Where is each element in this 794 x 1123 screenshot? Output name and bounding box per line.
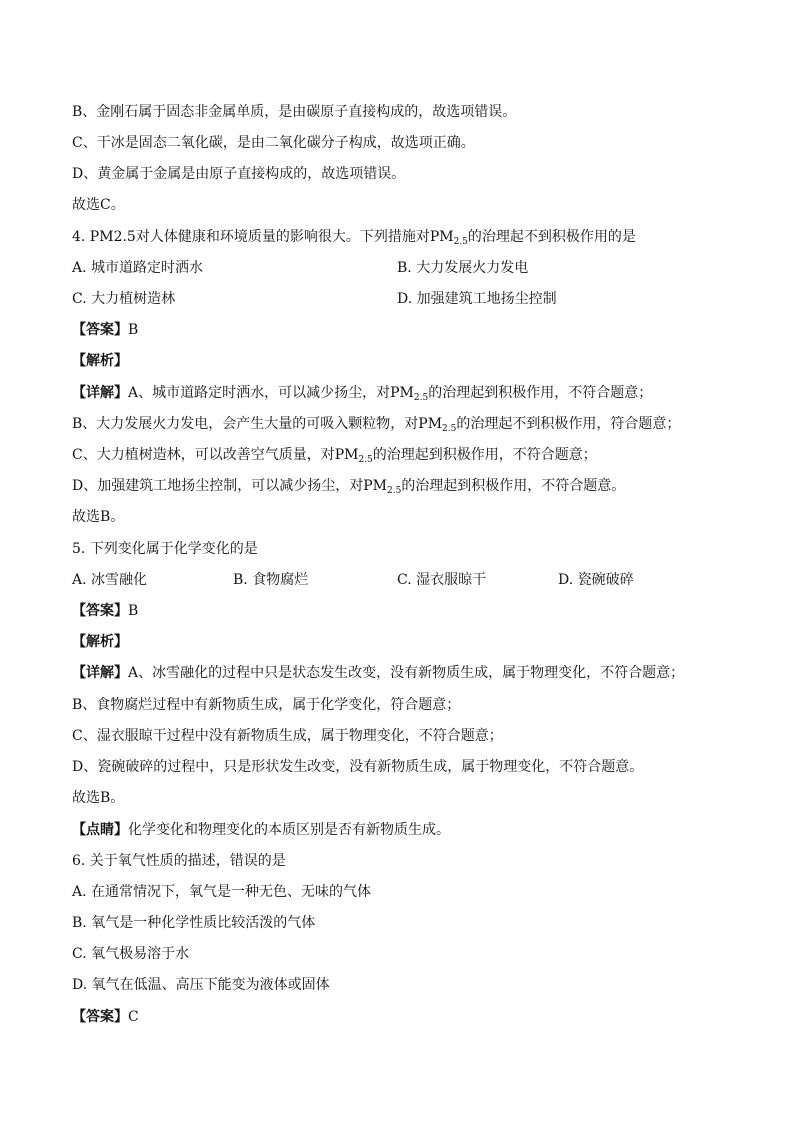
q5-detail-a-text: A、冰雪融化的过程中只是状态发生改变，没有新物质生成，属于物理变化，不符合题意； — [128, 665, 685, 681]
q5-option-b: B. 食物腐烂 — [233, 572, 309, 588]
q5-conclusion: 故选B。 — [72, 790, 125, 806]
q5-answer-label: 【答案】 — [72, 603, 128, 619]
q4-detail-a-sub: 2.5 — [413, 393, 429, 403]
q5-tip — [72, 821, 450, 839]
q4-detail-c-sub: 2.5 — [358, 455, 373, 465]
q4-detail-b-pre: B、大力发展火力发电，会产生大量的可吸入颗粒物，对PM — [72, 416, 443, 432]
q4-detail-c — [72, 446, 597, 464]
q4-detail-a — [72, 384, 652, 402]
q3-option-b-analysis: B、金刚石属于固态非金属单质，是由碳原子直接构成的，故选项错误。 — [72, 104, 517, 120]
q4-detail-b-post: 的治理起不到积极作用，符合题意； — [456, 416, 681, 432]
q6-answer-value: C — [128, 1009, 139, 1025]
q4-stem-subscript: 2.5 — [453, 237, 468, 247]
q4-option-b: B. 大力发展火力发电 — [397, 260, 529, 276]
q6-option-a: A. 在通常情况下，氧气是一种无色、无味的气体 — [72, 884, 372, 900]
q5-detail-b: B、食物腐烂过程中有新物质生成，属于化学变化，符合题意； — [72, 697, 461, 713]
q5-answer-value: B — [128, 603, 139, 619]
q4-option-c: C. 大力植树造林 — [72, 291, 176, 307]
q6-answer — [72, 1008, 139, 1026]
q4-option-d: D. 加强建筑工地扬尘控制 — [397, 291, 557, 307]
q6-answer-label: 【答案】 — [72, 1009, 128, 1025]
q4-answer — [72, 321, 138, 339]
q4-detail-d-post: 的治理起到积极作用，不符合题意。 — [401, 478, 626, 494]
q5-stem: 5. 下列变化属于化学变化的是 — [72, 541, 258, 557]
q4-detail-d-pre: D、加强建筑工地扬尘控制，可以减少扬尘，对PM — [72, 478, 387, 494]
q5-detail-a — [72, 664, 684, 682]
q6-option-c: C. 氧气极易溶于水 — [72, 946, 190, 962]
q5-tip-label: 【点睛】 — [72, 822, 128, 838]
q4-detail-c-post: 的治理起到积极作用，不符合题意； — [372, 447, 597, 463]
q4-detail-b-sub: 2.5 — [442, 424, 457, 434]
q4-detail-a-post: 的治理起到积极作用，不符合题意； — [428, 385, 653, 401]
q4-detail-b — [72, 415, 680, 433]
q5-option-a: A. 冰雪融化 — [72, 572, 148, 588]
q5-option-d: D. 瓷碗破碎 — [558, 572, 634, 588]
q6-stem: 6. 关于氧气性质的描述，错误的是 — [72, 853, 286, 869]
q4-detail-d — [72, 477, 625, 495]
q4-detail-c-pre: C、大力植树造林，可以改善空气质量，对PM — [72, 447, 359, 463]
q4-option-a: A. 城市道路定时洒水 — [72, 260, 204, 276]
q4-answer-value: B — [128, 322, 139, 338]
q4-answer-label: 【答案】 — [72, 322, 128, 338]
q5-detail-label: 【详解】 — [72, 665, 128, 681]
q4-conclusion: 故选B。 — [72, 509, 125, 525]
q5-analysis-label: 【解析】 — [72, 634, 128, 650]
q3-option-d-analysis: D、黄金属于金属是由原子直接构成的，故选项错误。 — [72, 166, 406, 182]
q4-analysis-label: 【解析】 — [72, 353, 128, 369]
q4-stem-pre: 4. PM2.5对人体健康和环境质量的影响很大。下列措施对PM — [72, 229, 454, 245]
q6-option-b: B. 氧气是一种化学性质比较活泼的气体 — [72, 915, 316, 931]
q5-tip-text: 化学变化和物理变化的本质区别是否有新物质生成。 — [128, 822, 450, 838]
q4-detail-label: 【详解】 — [72, 385, 128, 401]
q5-answer — [72, 602, 138, 620]
q4-detail-a-pre: A、城市道路定时洒水，可以减少扬尘，对PM — [128, 385, 414, 401]
q5-detail-d: D、瓷碗破碎的过程中，只是形状发生改变，没有新物质生成，属于物理变化，不符合题意。 — [72, 759, 644, 775]
q5-option-c: C. 湿衣服晾干 — [397, 572, 487, 588]
q3-conclusion: 故选C。 — [72, 197, 125, 213]
q4-stem — [72, 228, 636, 246]
q5-detail-c: C、湿衣服晾干过程中没有新物质生成，属于物理变化，不符合题意； — [72, 728, 503, 744]
q6-option-d: D. 氧气在低温、高压下能变为液体或固体 — [72, 977, 330, 993]
q4-stem-post: 的治理起不到积极作用的是 — [467, 229, 636, 245]
q4-detail-d-sub: 2.5 — [386, 486, 402, 496]
q3-option-c-analysis: C、干冰是固态二氧化碳，是由二氧化碳分子构成，故选项正确。 — [72, 135, 475, 151]
